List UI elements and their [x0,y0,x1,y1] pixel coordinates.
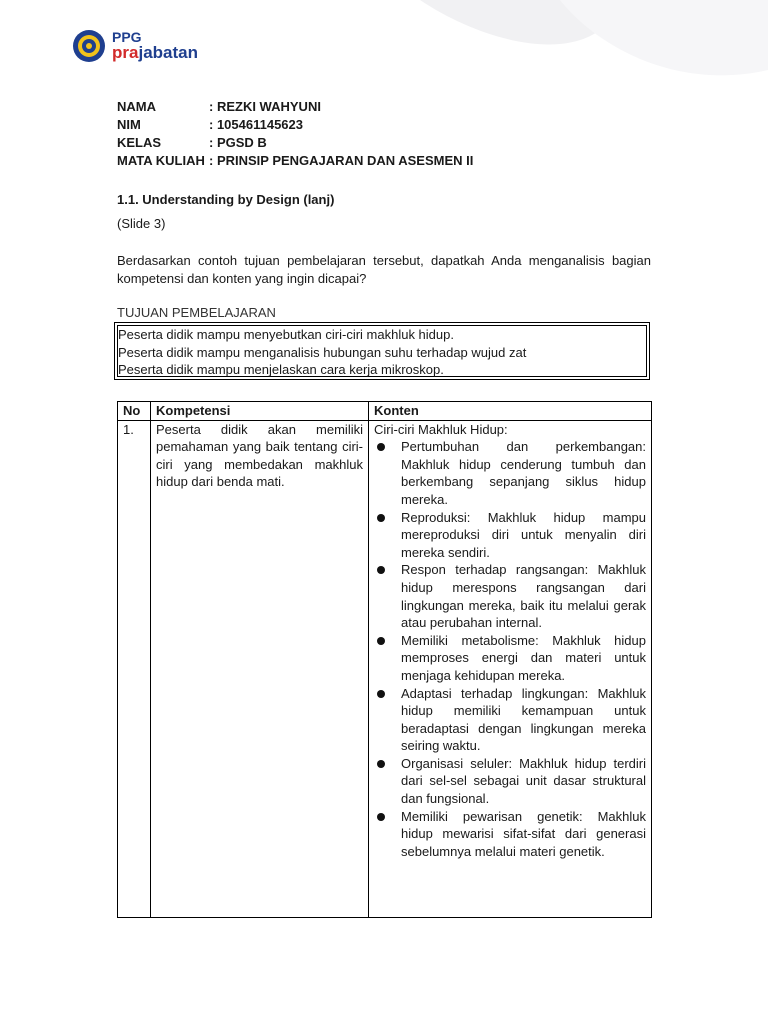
cell-no: 1. [118,420,151,917]
header-no: No [118,402,151,421]
bullet-icon [377,566,385,574]
ppg-prajabatan-logo [72,28,202,64]
tujuan-heading: TUJUAN PEMBELAJARAN [117,305,276,320]
info-row-kelas: KELAS : PGSD B [117,135,267,150]
university-emblem-icon [72,29,106,63]
info-row-mata-kuliah: MATA KULIAH : PRINSIP PENGAJARAN DAN ASESMEN II [117,153,474,168]
bullet-icon [377,637,385,645]
list-item: Pertumbuhan dan perkembangan: Makhluk hidup cenderung tumbuh dan berkembang sepanjang siklus hidup mereka. [374,438,646,508]
info-row-nama: NAMA : REZKI WAHYUNI [117,99,321,114]
bullet-icon [377,813,385,821]
list-item: Memiliki metabolisme: Makhluk hidup memproses energi dan materi untuk menjaga kehidupan mereka. [374,632,646,685]
konten-title: Ciri-ciri Makhluk Hidup: [374,421,508,437]
table-row [118,420,652,917]
tujuan-box [114,322,650,380]
cell-kompetensi: Peserta didik akan memiliki pemahaman yang baik tentang ciri-ciri yang membedakan makhluk hidup dari benda mati. [151,420,369,917]
konten-list [374,438,646,860]
header-konten: Konten [369,402,652,421]
tujuan-line: Peserta didik mampu menganalisis hubungan suhu terhadap wujud zat [118,344,527,360]
list-item: Organisasi seluler: Makhluk hidup terdiri dari sel-sel sebagai unit dasar struktural dan fungsional. [374,755,646,808]
info-row-nim: NIM : 105461145623 [117,117,303,132]
question-paragraph: Berdasarkan contoh tujuan pembelajaran tersebut, dapatkah Anda menganalisis bagian kompetensi dan konten yang ingin dicapai? [117,253,651,286]
list-item: Respon terhadap rangsangan: Makhluk hidup merespons rangsangan dari lingkungan mereka, baik itu melalui gerak atau perubahan internal. [374,561,646,631]
section-title: 1.1. Understanding by Design (lanj) [117,192,335,207]
header-kompetensi: Kompetensi [151,402,369,421]
logo-prajabatan-text: prajabatan [112,43,198,62]
cell-konten [369,420,652,917]
bullet-icon [377,514,385,522]
tujuan-line: Peserta didik mampu menyebutkan ciri-ciri makhluk hidup. [118,327,454,342]
table-header-row [118,402,652,421]
bullet-icon [377,443,385,451]
competency-content-table [117,401,652,918]
student-info [117,98,473,170]
list-item: Reproduksi: Makhluk hidup mampu mereproduksi diri untuk menyalin diri mereka sendiri. [374,509,646,562]
slide-reference: (Slide 3) [117,216,166,231]
logo-ppg-text: PPG [112,29,142,45]
bullet-icon [377,760,385,768]
tujuan-line: Peserta didik mampu menjelaskan cara kerja mikroskop. [118,362,444,377]
list-item: Adaptasi terhadap lingkungan: Makhluk hidup memiliki kemampuan untuk beradaptasi dengan lingkungan mereka seiring waktu. [374,685,646,755]
bullet-icon [377,690,385,698]
list-item: Memiliki pewarisan genetik: Makhluk hidup mewarisi sifat-sifat dari generasi sebelumnya melalui materi genetik. [374,808,646,861]
